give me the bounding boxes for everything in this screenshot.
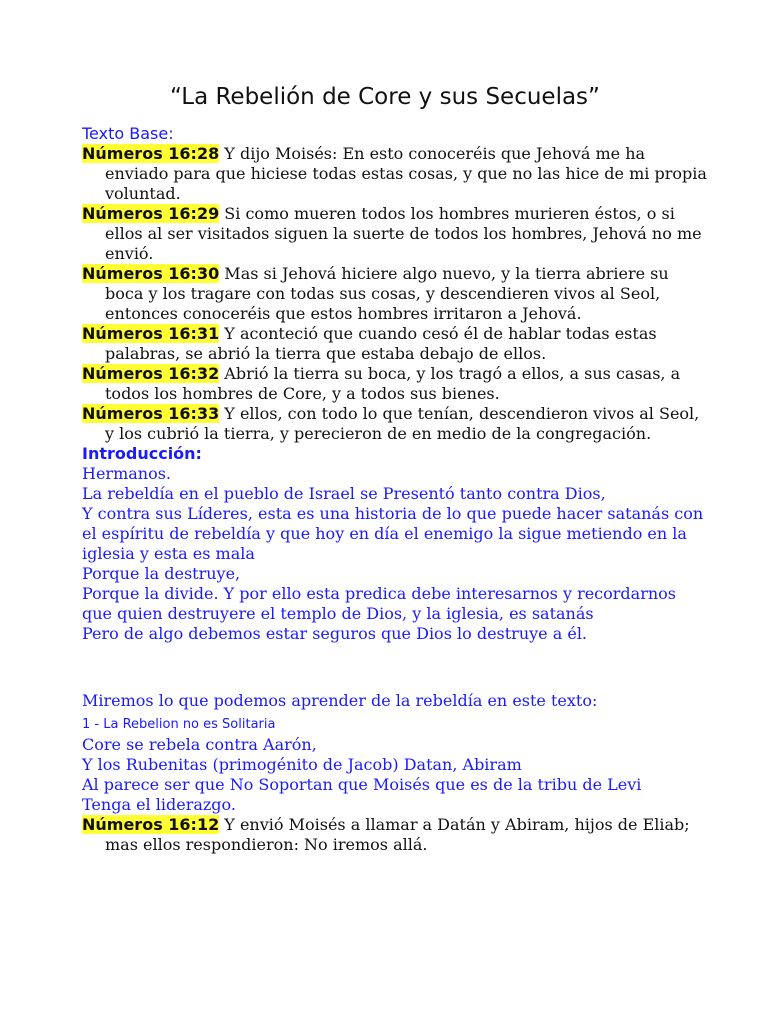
intro-heading: Introducción: <box>82 444 202 463</box>
verse-item <box>82 364 708 404</box>
verse-reference: Números 16:32 <box>82 364 220 383</box>
verse-reference: Números 16:33 <box>82 404 220 423</box>
verse-text: Mas si Jehová hiciere algo nuevo, y la tierra abriere su boca y los tragare con todas sus cosas, y descendieren vivos al Seol, entonces conoceréis que estos hombres irritaron a Jehová. <box>105 264 669 323</box>
verse-reference: Números 16:29 <box>82 204 220 223</box>
verse-reference: Números 16:28 <box>82 144 220 163</box>
intro-line: La rebeldía en el pueblo de Israel se Presentó tanto contra Dios, <box>82 484 606 503</box>
point-line: Tenga el liderazgo. <box>82 795 236 814</box>
verse-item <box>82 324 708 364</box>
base-text-label: Texto Base: <box>82 124 174 143</box>
point-line: Y los Rubenitas (primogénito de Jacob) Datan, Abiram <box>82 755 522 774</box>
point-heading: 1 - La Rebelion no es Solitaria <box>82 717 276 732</box>
point-line: Core se rebela contra Aarón, <box>82 735 317 754</box>
verse-item <box>82 204 708 264</box>
verse-text: Y dijo Moisés: En esto conoceréis que Jehová me ha enviado para que hiciese todas estas cosas, y que no las hice de mi propia voluntad. <box>105 144 707 203</box>
intro-line: Pero de algo debemos estar seguros que Dios lo destruye a él. <box>82 624 588 643</box>
learn-line: Miremos lo que podemos aprender de la rebeldía en este texto: <box>82 691 598 710</box>
verse-item <box>82 815 708 855</box>
verse-item <box>82 404 708 444</box>
verse-text: Abrió la tierra su boca, y los tragó a ellos, a sus casas, a todos los hombres de Core, y a todos sus bienes. <box>105 364 681 403</box>
verse-item <box>82 144 708 204</box>
point-line: Al parece ser que No Soportan que Moisés que es de la tribu de Levi <box>82 775 642 794</box>
page-title: “La Rebelión de Core y sus Secuelas” <box>170 84 600 110</box>
verse-item <box>82 264 708 324</box>
spacer <box>82 644 708 691</box>
intro-line: Porque la divide. Y por ello esta predica debe interesarnos y recordarnos que quien destruyere el templo de Dios, y la iglesia, es satanás <box>82 584 676 623</box>
intro-line: Y contra sus Líderes, esta es una historia de lo que puede hacer satanás con el espíritu de rebeldía y que hoy en día el enemigo la sigue metiendo en la iglesia y esta es mala <box>82 504 704 563</box>
verse-text: Si como mueren todos los hombres murieren éstos, o si ellos al ser visitados siguen la suerte de todos los hombres, Jehová no me envió. <box>105 204 702 263</box>
verse-text: Y ellos, con todo lo que tenían, descendieron vivos al Seol, y los cubrió la tierra, y perecieron de en medio de la congregación. <box>105 404 700 443</box>
verse-reference: Números 16:31 <box>82 324 220 343</box>
verse-reference: Números 16:30 <box>82 264 220 283</box>
verse-reference: Números 16:12 <box>82 815 220 834</box>
verse-text: Y envió Moisés a llamar a Datán y Abiram, hijos de Eliab; mas ellos respondieron: No iremos allá. <box>105 815 690 854</box>
intro-line: Hermanos. <box>82 464 172 483</box>
verse-text: Y aconteció que cuando cesó él de hablar todas estas palabras, se abrió la tierra que estaba debajo de ellos. <box>105 324 657 363</box>
intro-line: Porque la destruye, <box>82 564 241 583</box>
